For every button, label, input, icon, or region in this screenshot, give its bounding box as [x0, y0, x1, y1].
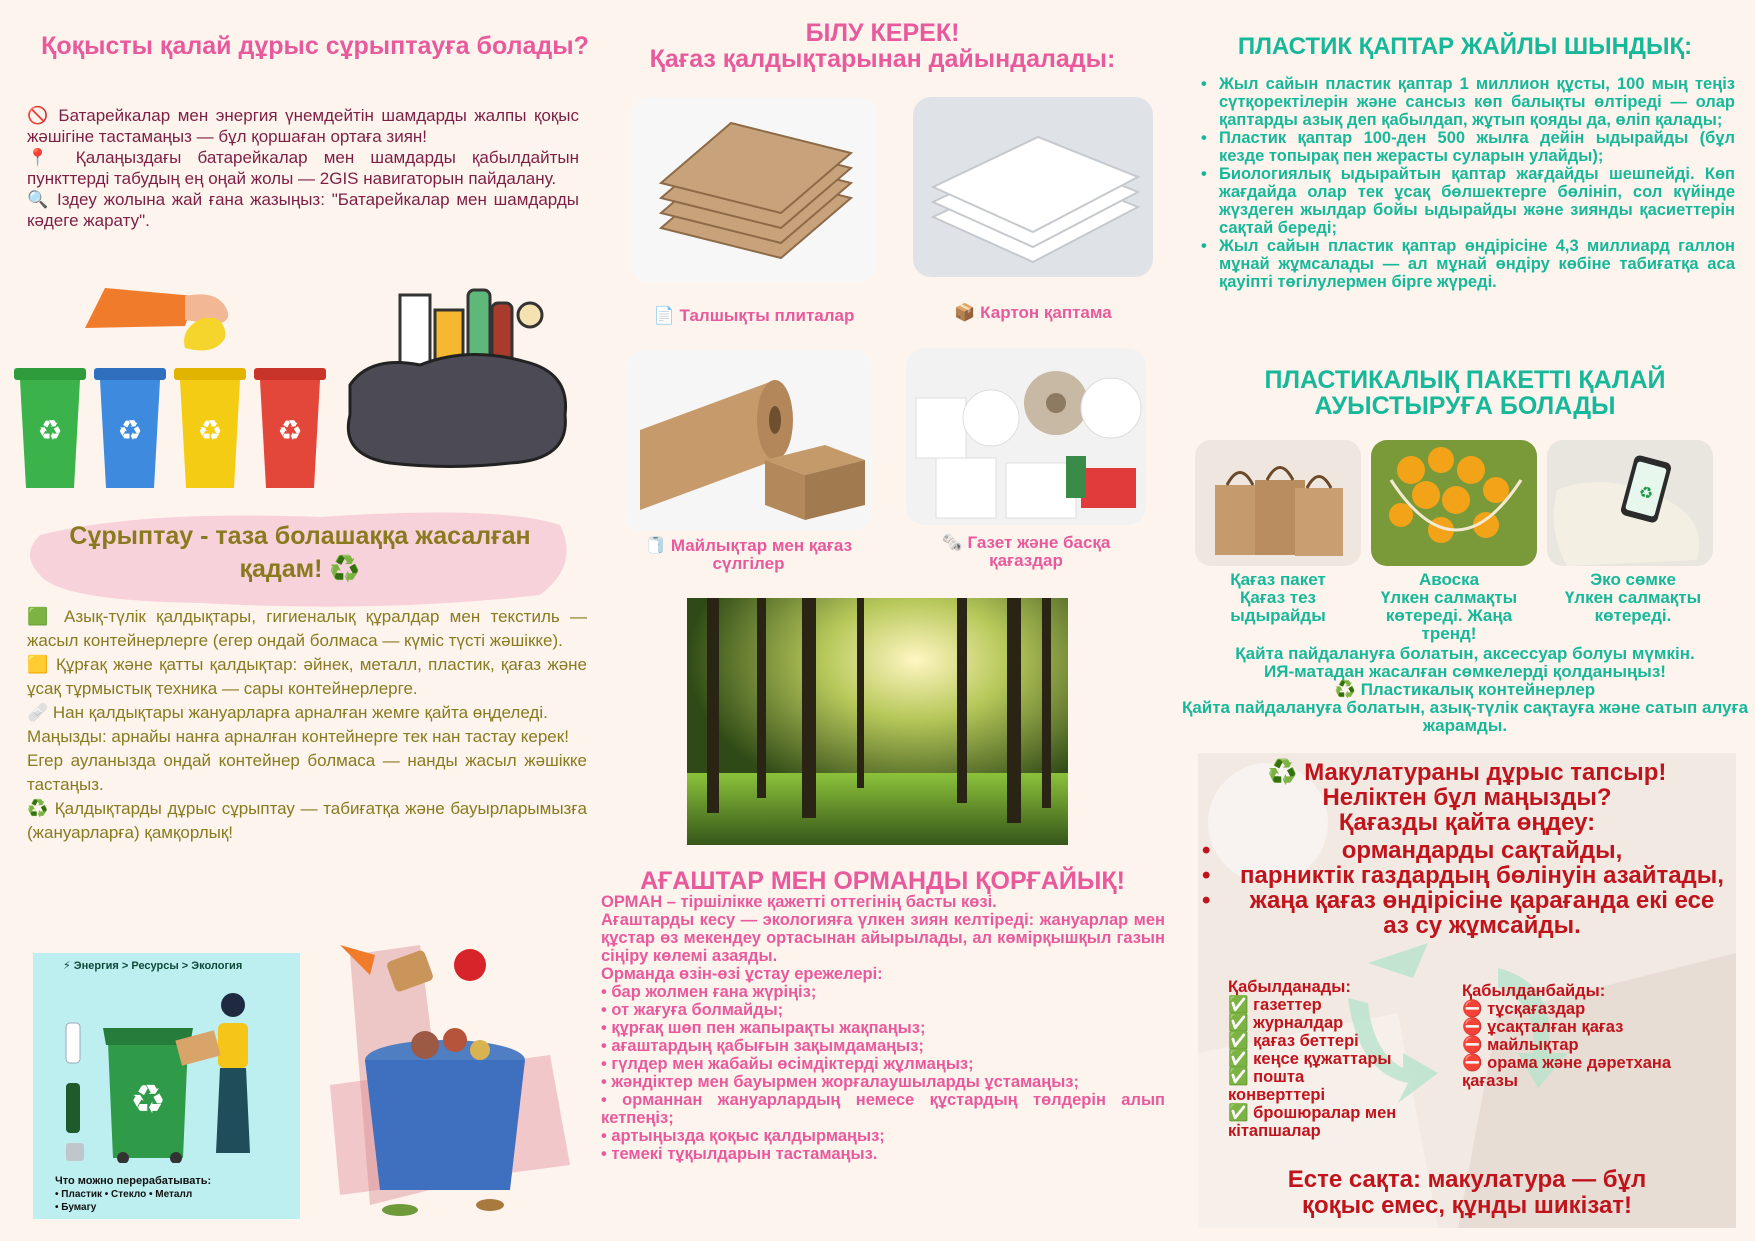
alt-caption-string-bag [1363, 571, 1535, 643]
svg-text:♻: ♻ [1636, 481, 1656, 504]
waste-paper-footer [1198, 1167, 1736, 1219]
accepted-item: ✅ пошта конверттері [1228, 1068, 1326, 1104]
napkins-photo [625, 350, 872, 531]
blue-bin-icon [94, 368, 166, 488]
product-caption-napkins: 🧻 Майлықтар мен қағаз сүлгілер [644, 536, 853, 573]
alt-name: Авоска [1418, 570, 1480, 589]
forest-rule: • ағаштардың қабығын зақымдамаңыз; [601, 1037, 924, 1055]
hand-dropping-bag-illustration [85, 288, 240, 353]
rule-yellow: 🟨 Құрғақ және қатты қалдықтар: әйнек, металл, пластик, қағаз және ұсақ тұрмыстық техника — сары контейнерлерге. [27, 655, 587, 698]
oranges-net-bag-image [1371, 440, 1537, 566]
footer-line: қоқыс емес, құнды шикізат! [1301, 1192, 1633, 1219]
paper-title-line1: БІЛУ КЕРЕК! [805, 19, 960, 47]
intro-2gis: 📍 Қалаңыздағы батарейкалар мен шамдарды қабылдайтын пункттерді табудың ең оңай жолы — 2GIS навигаторын пайдалану. [27, 148, 579, 188]
intro-search: 🔍 Іздеу жолына жай ғана жазыңыз: "Батарейкалар мен шамдарды кәдеге жарату". [27, 190, 579, 230]
waste-paper-head-line: Қағазды қайта өңдеу: [1338, 809, 1596, 836]
alt-name: Қағаз пакет [1230, 570, 1326, 589]
accepted-title: Қабылданады: [1228, 978, 1351, 996]
reuse-line: Қайта пайдалануға болатын, аксессуар болуы мүмкін. [1235, 644, 1695, 663]
kraft-roll-and-box-image [625, 350, 872, 531]
sorting-title: Қоқысты қалай дұрыс сұрыптауға болады? [41, 32, 589, 60]
fiberboard-photo [631, 98, 877, 282]
card-footer-item: • Пластик • Стекло • Металл [55, 1189, 193, 1200]
accepted-item: ✅ кеңсе құжаттары [1228, 1050, 1392, 1068]
accepted-item: ✅ қағаз беттері [1228, 1032, 1359, 1050]
forest-rule: • артыңызда қоқыс қалдырмаңыз; [601, 1127, 885, 1145]
footer-line: Есте сақта: макулатура — бұл [1287, 1166, 1647, 1193]
accepted-item: ✅ брошюралар мен кітапшалар [1228, 1104, 1397, 1140]
card-header: ⚡ Энергия > Ресурсы > Экология [63, 960, 243, 972]
rule-bread-fallback: Егер ауланызда ондай контейнер болмаса — нанды жасыл жәшікке тастаңыз. [27, 751, 587, 794]
reuse-line: ИЯ-матадан жасалған сөмкелерді қолданыңыз! [1264, 662, 1666, 681]
rule-care: ♻️ Қалдықтарды дұрыс сұрыптау — табиғатқа және бауырларымызға (жануарларға) қамқорлық! [27, 799, 587, 842]
red-bin-icon [254, 368, 326, 488]
product-caption-cardboard: 📦 Картон қаптама [954, 303, 1112, 322]
rejected-item: ⛔ тұсқағаздар [1462, 1000, 1586, 1018]
green-bin-icon [14, 368, 86, 488]
woman-recycling-illustration [58, 983, 278, 1163]
eco-bag-phone-image [1547, 440, 1713, 566]
plastic-fact: • Пластик қаптар 100-ден 500 жылға дейін ыдырайды (бұл кезде топырақ пен жерасты суларын улайды); [1199, 129, 1735, 165]
rejected-item: ⛔ майлықтар [1462, 1036, 1579, 1054]
eco-bag-photo [1547, 440, 1713, 566]
sorting-subtitle: Сұрыптау - таза болашаққа жасалған қадам! ♻️ [69, 522, 531, 583]
benefit-item: • ормандарды сақтайды, [1198, 838, 1736, 863]
benefit-item: • парниктік газдардың бөлінуін азайтады, [1198, 863, 1736, 888]
plastic-fact: • Жыл сайын пластик қаптар 1 миллион құсты, 100 мың теңіз сүтқоректілерін және сансыз көп балықты өлтіреді — олар қаптарды азық деп қабылдап, жұтып қояды да, өліп қалады; [1199, 75, 1735, 129]
forest-rule: • орманнан жануарлардың немесе құстардың төлдерін алып кетпеңіз; [601, 1091, 1165, 1127]
plastic-fact: • Жыл сайын пластик қаптар өндірісіне 4,3 миллиард галлон мұнай жұмсалады — ал мұнай өндіру көбіне табиғатқа аса қауіпті төгілулермен бірге жүреді. [1199, 237, 1735, 291]
alt-desc: Үлкен салмақты көтереді. [1564, 588, 1702, 625]
forest-rule: • от жағуға болмайды; [601, 1001, 784, 1019]
newspaper-photo [906, 348, 1146, 525]
forest-rule: • жәндіктер мен бауырмен жорғалаушыларды ұстамаңыз; [601, 1073, 1079, 1091]
waste-paper-head-line: ♻️ Макулатураны дұрыс тапсыр! [1267, 759, 1667, 786]
forest-lead: ОРМАН – тіршілікке қажетті оттегінің басты көзі. [601, 893, 997, 911]
string-bag-photo [1371, 440, 1537, 566]
card-footer-item: • Бумагу [55, 1202, 97, 1213]
tissue-rolls-image [906, 348, 1146, 525]
yellow-bin-icon [174, 368, 246, 488]
svg-text:♻: ♻ [117, 414, 143, 447]
reuse-notes [1180, 645, 1750, 735]
product-caption-newspaper: 🗞️ Газет және басқа қағаздар [941, 533, 1111, 570]
reuse-line: Қайта пайдалануға болатын, азық-түлік сақтауға және сатып алуға жарамды. [1181, 698, 1749, 735]
forest-rule: • бар жолмен ғана жүріңіз; [601, 983, 817, 1001]
forest-paragraph: Ағаштарды кесу — экологияға үлкен зиян келтіреді: жануарлар мен құстар өз мекендеу ортасынан айырылады, ал көмірқышқыл газын сіңіру көлемі азаяды. [601, 911, 1165, 965]
forest-title: АҒАШТАР МЕН ОРМАНДЫ ҚОРҒАЙЫҚ! [640, 867, 1125, 895]
plastic-facts-title: ПЛАСТИК ҚАПТАР ЖАЙЛЫ ШЫНДЫҚ: [1237, 33, 1693, 60]
forest-rule: • темекі тұқылдарын тастамаңыз. [601, 1145, 878, 1163]
alt-desc: Қағаз тез ыдырайды [1230, 588, 1326, 625]
benefit-item: • жаңа қағаз өндірісіне қарағанда екі есе аз су жұмсайды. [1198, 888, 1736, 938]
waste-paper-heading [1198, 760, 1736, 835]
waste-paper-head-line: Неліктен бұл маңызды? [1322, 784, 1612, 811]
rejected-list [1462, 982, 1712, 1090]
alt-name: Эко сөмке [1590, 570, 1676, 589]
forest-photo [687, 598, 1068, 845]
sorting-rules [27, 605, 587, 845]
reuse-line: ♻️ Пластикалық контейнерлер [1334, 680, 1596, 699]
svg-text:♻: ♻ [130, 1077, 166, 1123]
accepted-list [1228, 978, 1398, 1140]
paper-title [600, 20, 1165, 72]
intro-batteries: 🚫 Батарейкалар мен энергия үнемдейтін шамдарды жалпы қоқыс жәшігіне тастамаңыз — бұл қоршаған ортаға зиян! [27, 106, 579, 146]
trash-bag-illustration [340, 285, 575, 470]
replace-bag-title: ПЛАСТИКАЛЫҚ ПАКЕТТІ ҚАЛАЙ АУЫСТЫРУҒА БОЛАДЫ [1264, 366, 1666, 420]
rejected-item: ⛔ орама және дәретхана қағазы [1462, 1054, 1672, 1090]
rejected-item: ⛔ ұсақталған қағаз [1462, 1018, 1624, 1036]
accepted-item: ✅ журналдар [1228, 1014, 1344, 1032]
accepted-item: ✅ газеттер [1228, 996, 1322, 1014]
forest-body [601, 893, 1165, 1163]
alt-desc: Үлкен салмақты көтереді. Жаңа тренд! [1380, 588, 1518, 643]
forest-rules-title: Орманда өзін-өзі ұстау ережелері: [601, 965, 883, 983]
svg-text:♻: ♻ [277, 414, 303, 447]
alt-caption-paper-bag [1192, 571, 1364, 625]
rule-bread-container: Маңызды: арнайы нанға арналған контейнерге тек нан тастау керек! [27, 727, 569, 746]
rule-green: 🟩 Азық-түлік қалдықтары, гигиеналық құралдар мен текстиль — жасыл контейнерлерге (егер ондай болмаса — күміс түсті жәшікке). [27, 607, 587, 650]
plastic-facts-list [1199, 75, 1735, 291]
alt-caption-eco-bag [1547, 571, 1719, 625]
cardboard-photo [913, 97, 1153, 277]
svg-text:♻: ♻ [37, 414, 63, 447]
white-paper-stack-image [913, 97, 1153, 277]
paper-bags-image [1195, 440, 1361, 566]
recycling-bins-illustration [14, 360, 330, 490]
paper-bag-photo [1195, 440, 1361, 566]
forest-rule: • құрғақ шөп пен жапырақты жақпаңыз; [601, 1019, 926, 1037]
fiberboard-image [631, 98, 877, 282]
svg-text:♻: ♻ [197, 414, 223, 447]
card-footer-title: Что можно перерабатывать: [55, 1175, 212, 1187]
recycling-info-card [33, 953, 300, 1219]
rule-bread: 🩹 Нан қалдықтары жануарларға арналған жемге қайта өңделеді. [27, 703, 548, 722]
product-caption-fiberboard: 📄 Талшықты плиталар [653, 306, 855, 325]
rejected-title: Қабылданбайды: [1462, 982, 1606, 1000]
plastic-fact: • Биологиялық ыдырайтын қаптар жағдайды шешпейді. Көп жағдайда олар тек ұсақ бөлшектерге бөлініп, сол күйінде жүздеген жылдар бойы ыдырайды және зиянды қасиеттерін сақтай береді; [1199, 165, 1735, 237]
sorting-intro [27, 105, 579, 231]
paper-title-line2: Қағаз қалдықтарынан дайындалады: [649, 45, 1116, 73]
forest-rule: • гүлдер мен жабайы өсімдіктерді жұлмаңыз; [601, 1055, 974, 1073]
food-waste-bin-illustration [330, 935, 570, 1220]
waste-paper-benefits [1198, 838, 1736, 938]
